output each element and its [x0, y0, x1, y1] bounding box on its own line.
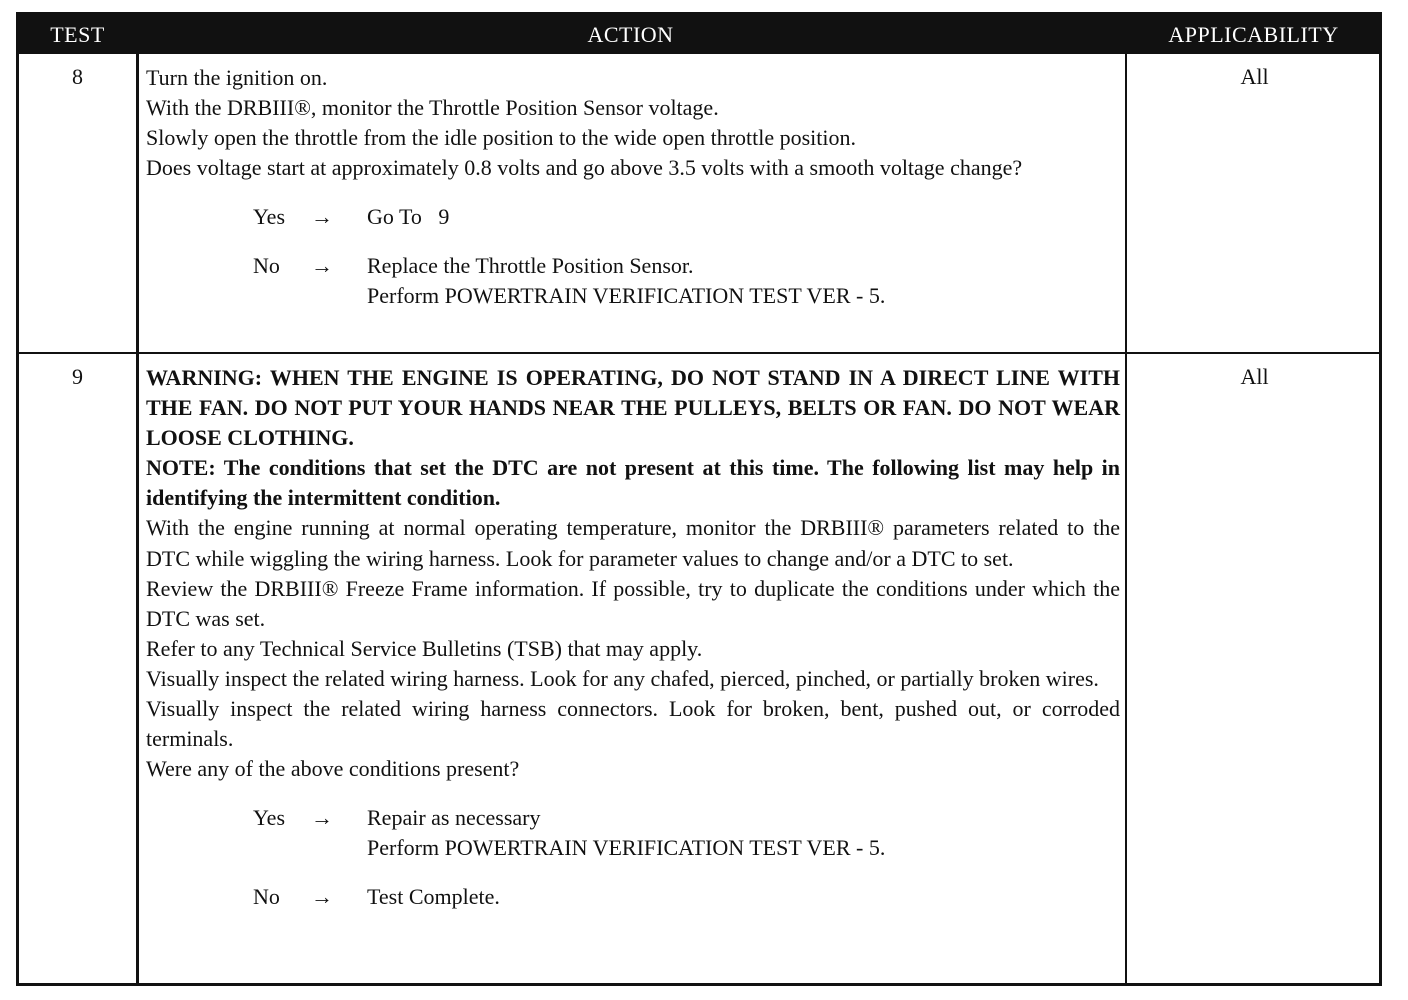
- outcome-yes: [253, 803, 1120, 863]
- header-action: ACTION: [587, 22, 674, 47]
- outcome-result: [367, 803, 885, 863]
- outcome-no: [253, 251, 1120, 311]
- answer-label: No: [253, 884, 280, 910]
- header-applicability: APPLICABILITY: [1168, 22, 1339, 47]
- warning-text: WARNING: WHEN THE ENGINE IS OPERATING, DO NOT STAND IN A DIRECT LINE WITH THE FAN. DO NOT PUT YOUR HANDS NEAR THE PULLEYS, BELTS OR FAN. DO NOT WEAR LOOSE CLOTHING.: [146, 365, 1120, 451]
- outcome-result: [367, 882, 500, 912]
- table-row: [19, 54, 1379, 352]
- action-step: Does voltage start at approximately 0.8 volts and go above 3.5 volts with a smooth voltage change?: [146, 155, 1023, 181]
- applicability-value: All: [1240, 64, 1269, 89]
- applicability-value: All: [1240, 364, 1269, 389]
- outcome-yes: [253, 202, 1120, 232]
- result-line: Perform POWERTRAIN VERIFICATION TEST VER - 5.: [367, 283, 886, 309]
- action-step: Were any of the above conditions present?: [146, 756, 520, 782]
- action-step: With the DRBIII®, monitor the Throttle Position Sensor voltage.: [146, 95, 719, 121]
- result-line: Repair as necessary: [367, 805, 541, 831]
- answer-label: No: [253, 253, 280, 279]
- outcome-result: [367, 202, 449, 232]
- result-line: Replace the Throttle Position Sensor.: [367, 253, 694, 279]
- test-number: 8: [72, 64, 83, 89]
- result-line: Test Complete.: [367, 884, 500, 910]
- result-line: Go To 9: [367, 204, 450, 230]
- arrow-right-icon: →: [311, 805, 333, 831]
- action-step: Visually inspect the related wiring harness connectors. Look for broken, bent, pushed out, or corroded terminals.: [146, 696, 1120, 752]
- arrow-right-icon: →: [311, 253, 333, 279]
- arrow-right-icon: →: [311, 884, 333, 910]
- action-step: Turn the ignition on.: [146, 65, 328, 90]
- arrow-right-icon: →: [311, 204, 333, 230]
- outcome-result: [367, 251, 885, 311]
- outcome-no: [253, 882, 1120, 912]
- note-text: NOTE: The conditions that set the DTC are not present at this time. The following list may help in identifying the intermittent condition.: [146, 455, 1120, 511]
- header-test: TEST: [50, 22, 105, 47]
- answer-label: Yes: [253, 805, 286, 831]
- table-row: [19, 354, 1379, 986]
- action-step: Slowly open the throttle from the idle position to the wide open throttle position.: [146, 125, 857, 151]
- action-step: Visually inspect the related wiring harness. Look for any chafed, pierced, pinched, or partially broken wires.: [146, 665, 1099, 691]
- action-step: Refer to any Technical Service Bulletins (TSB) that may apply.: [146, 635, 703, 661]
- result-line: Perform POWERTRAIN VERIFICATION TEST VER - 5.: [367, 835, 886, 861]
- test-number: 9: [72, 364, 83, 389]
- action-step: Review the DRBIII® Freeze Frame information. If possible, try to duplicate the conditions under which the DTC was set.: [146, 575, 1120, 631]
- diagnostic-test-table: [16, 12, 1382, 986]
- answer-label: Yes: [253, 204, 286, 230]
- action-step: With the engine running at normal operating temperature, monitor the DRBIII® parameters related to the DTC while wiggling the wiring harness. Look for parameter values to change and/or a DTC to set.: [146, 515, 1120, 571]
- action-cell: [146, 363, 1120, 912]
- table-header: [19, 15, 1379, 54]
- action-cell: [146, 63, 1120, 311]
